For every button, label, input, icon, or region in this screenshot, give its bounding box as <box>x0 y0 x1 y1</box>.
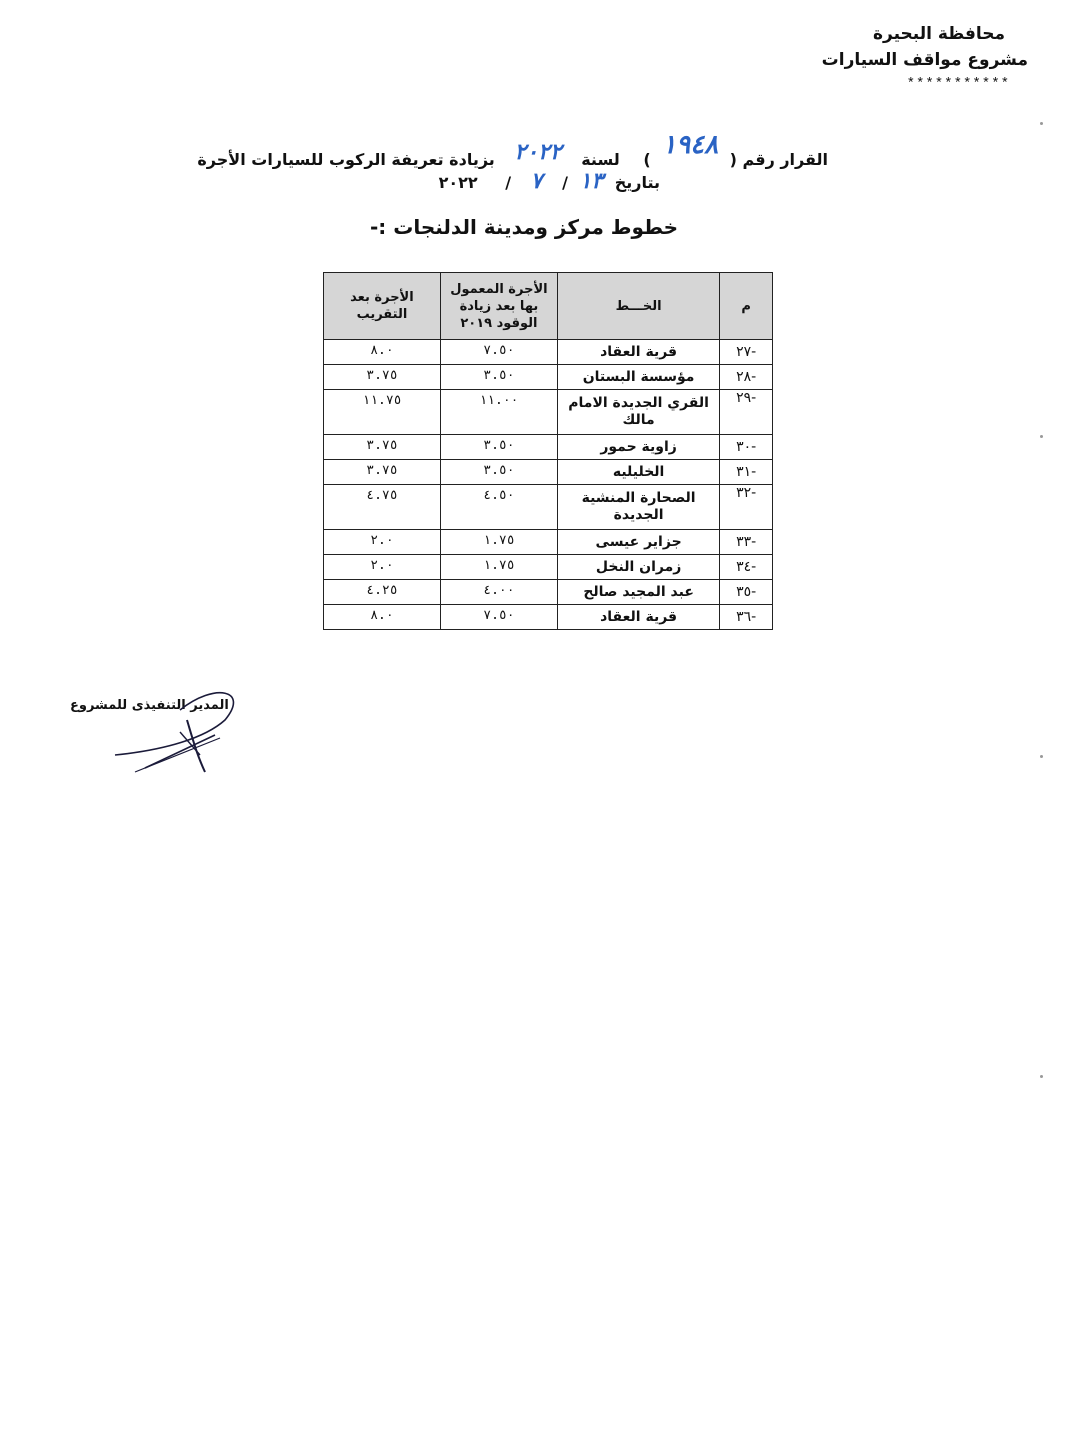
table-row <box>324 435 773 460</box>
handwritten-signature <box>105 680 255 780</box>
row-number: -٢٩ <box>720 390 773 435</box>
scan-speck <box>1040 122 1043 125</box>
row-number: -٣١ <box>720 460 773 485</box>
row-old-fare: ١١.٠٠ <box>440 390 557 435</box>
row-number: -٣٣ <box>720 530 773 555</box>
row-new-fare: ٣.٧٥ <box>324 460 441 485</box>
row-line: قرية العقاد <box>557 340 719 365</box>
date-separator: / <box>562 173 568 192</box>
scan-speck <box>1040 1075 1043 1078</box>
row-old-fare: ٣.٥٠ <box>440 435 557 460</box>
decree-day-handwritten: ١٣ <box>579 168 604 194</box>
decree-month-handwritten: ٧ <box>530 168 543 194</box>
table-row <box>324 460 773 485</box>
row-number: -٣٦ <box>720 605 773 630</box>
row-new-fare: ٢.٠ <box>324 555 441 580</box>
row-old-fare: ٣.٥٠ <box>440 460 557 485</box>
decree-close-paren: ) <box>643 150 651 169</box>
header-no: م <box>720 273 773 340</box>
row-new-fare: ١١.٧٥ <box>324 390 441 435</box>
table-row <box>324 605 773 630</box>
decree-year-label: لسنة <box>581 150 620 169</box>
decree-date-label: بتاريخ <box>614 173 660 192</box>
decree-subject: بزيادة تعريفة الركوب للسيارات الأجرة <box>197 150 495 169</box>
decree-number-label: القرار رقم ( <box>729 150 828 169</box>
row-old-fare: ١.٧٥ <box>440 530 557 555</box>
row-old-fare: ٧.٥٠ <box>440 605 557 630</box>
project-name: مشروع مواقف السيارات <box>821 50 1028 70</box>
header-line: الخـــط <box>557 273 719 340</box>
row-line: زاوية حمور <box>557 435 719 460</box>
row-line: الصحارة المنشية الجديدة <box>557 485 719 530</box>
scan-speck <box>1040 435 1043 438</box>
row-number: -٢٨ <box>720 365 773 390</box>
section-title: خطوط مركز ومدينة الدلنجات :- <box>369 215 678 239</box>
decree-date-year: ٢٠٢٢ <box>438 173 478 192</box>
row-new-fare: ٨.٠ <box>324 605 441 630</box>
row-new-fare: ٤.٧٥ <box>324 485 441 530</box>
decree-number-handwritten: ١٩٤٨ <box>662 130 719 160</box>
row-line: عبد المجيد صالح <box>557 580 719 605</box>
header-separator-stars: *********** <box>906 76 1010 92</box>
row-number: -٣٤ <box>720 555 773 580</box>
decree-year-handwritten: ٢٠٢٢ <box>514 139 562 165</box>
row-new-fare: ٣.٧٥ <box>324 435 441 460</box>
row-old-fare: ٣.٥٠ <box>440 365 557 390</box>
header-old-fare: الأجرة المعمول بها بعد زيادة الوقود ٢٠١٩ <box>440 273 557 340</box>
header-new-fare: الأجرة بعد التقريب <box>324 273 441 340</box>
row-line: مؤسسة البستان <box>557 365 719 390</box>
table-row <box>324 580 773 605</box>
row-new-fare: ٨.٠ <box>324 340 441 365</box>
row-line: زمران النخل <box>557 555 719 580</box>
decree-date-line <box>439 168 660 194</box>
table-row <box>324 365 773 390</box>
table-row <box>324 390 773 435</box>
signature-title: المدير التنفيذى للمشروع <box>70 698 229 713</box>
row-new-fare: ٢.٠ <box>324 530 441 555</box>
row-old-fare: ١.٧٥ <box>440 555 557 580</box>
row-number: -٣٢ <box>720 485 773 530</box>
row-line: الخليليه <box>557 460 719 485</box>
row-old-fare: ٤.٠٠ <box>440 580 557 605</box>
table-row <box>324 340 773 365</box>
table-row <box>324 485 773 530</box>
table-row <box>324 555 773 580</box>
date-separator: / <box>505 173 512 192</box>
table-row <box>324 530 773 555</box>
row-number: -٢٧ <box>720 340 773 365</box>
row-number: -٣٠ <box>720 435 773 460</box>
row-number: -٣٥ <box>720 580 773 605</box>
table-header-row <box>324 273 773 340</box>
row-line: القري الجديدة الامام مالك <box>557 390 719 435</box>
row-new-fare: ٤.٢٥ <box>324 580 441 605</box>
row-line: قرية العقاد <box>557 605 719 630</box>
fare-table <box>323 272 773 630</box>
row-old-fare: ٧.٥٠ <box>440 340 557 365</box>
row-line: جزاير عيسى <box>557 530 719 555</box>
scan-speck <box>1040 755 1043 758</box>
row-new-fare: ٣.٧٥ <box>324 365 441 390</box>
governorate-name: محافظة البحيرة <box>872 24 1005 44</box>
row-old-fare: ٤.٥٠ <box>440 485 557 530</box>
